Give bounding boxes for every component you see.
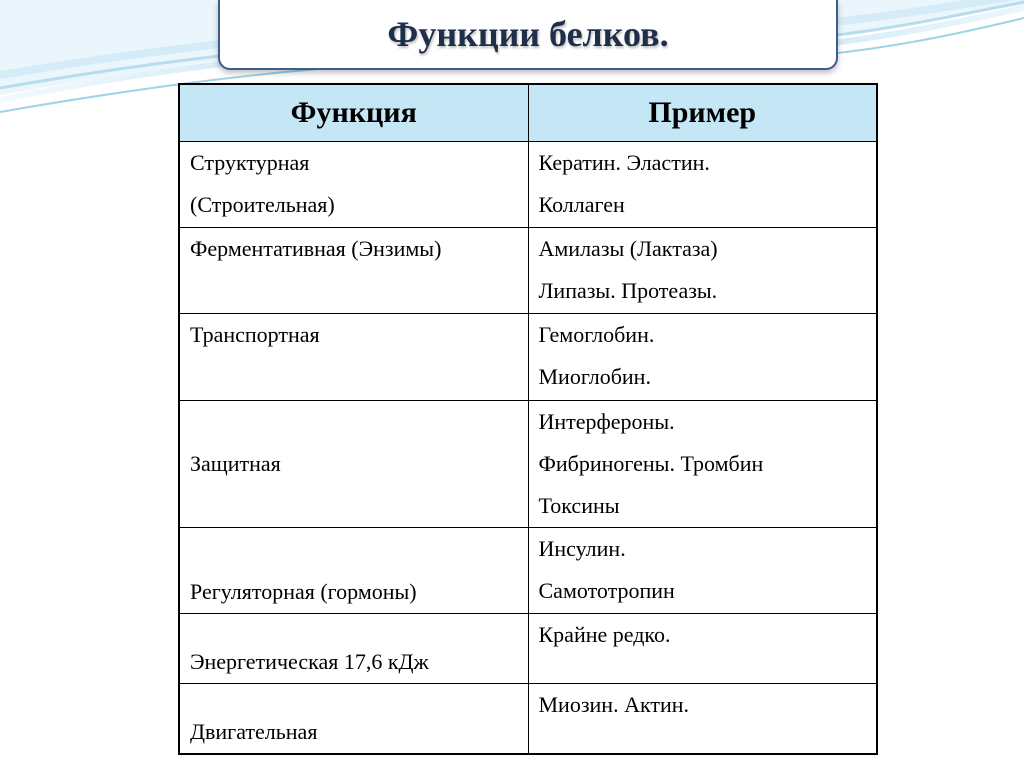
function-text: Структурная [190, 150, 310, 175]
header-function: Функция [179, 84, 528, 142]
example-cell [528, 527, 877, 613]
table-row [179, 142, 877, 228]
function-cell [179, 400, 528, 527]
example-text: Кератин. Эластин. [538, 150, 710, 175]
example-text: Интерфероны. [538, 408, 675, 434]
example-cell [528, 142, 877, 228]
example-cell [528, 400, 877, 527]
protein-functions-table [178, 83, 878, 755]
example-text: Миоглобин. [538, 364, 651, 390]
table-row [179, 400, 877, 527]
function-text: Защитная [190, 450, 281, 476]
example-text: Миозин. Актин. [538, 692, 690, 718]
function-text: Транспортная [190, 322, 320, 348]
function-cell [179, 527, 528, 613]
example-text: Амилазы (Лактаза) [538, 236, 718, 262]
function-text: Двигательная [190, 719, 318, 744]
function-cell [179, 142, 528, 228]
function-cell [179, 684, 528, 754]
title-box [218, 0, 838, 70]
example-text: Самототропин [538, 577, 675, 603]
example-cell [528, 684, 877, 754]
table-row [179, 228, 877, 314]
example-text: Крайне редко. [538, 622, 671, 648]
table-row [179, 614, 877, 684]
table-row [179, 684, 877, 754]
function-cell [179, 314, 528, 400]
page-title: Функции белков. [387, 14, 669, 54]
example-cell [528, 314, 877, 400]
function-cell [179, 228, 528, 314]
example-text: Токсины [538, 492, 620, 518]
function-text: Ферментативная (Энзимы) [190, 236, 442, 262]
example-text: Коллаген [538, 192, 625, 217]
function-text: Регуляторная (гормоны) [190, 579, 417, 605]
table-row [179, 527, 877, 613]
example-text: Гемоглобин. [538, 322, 655, 348]
function-text: Энергетическая 17,6 кДж [190, 649, 429, 675]
example-text: Инсулин. [538, 535, 626, 561]
table-header-row [179, 84, 877, 142]
function-text: (Строительная) [190, 192, 335, 217]
table-row [179, 314, 877, 400]
header-example: Пример [528, 84, 877, 142]
function-cell [179, 614, 528, 684]
example-text: Фибриногены. Тромбин [538, 450, 764, 476]
example-cell [528, 614, 877, 684]
example-text: Липазы. Протеазы. [538, 278, 718, 304]
example-cell [528, 228, 877, 314]
